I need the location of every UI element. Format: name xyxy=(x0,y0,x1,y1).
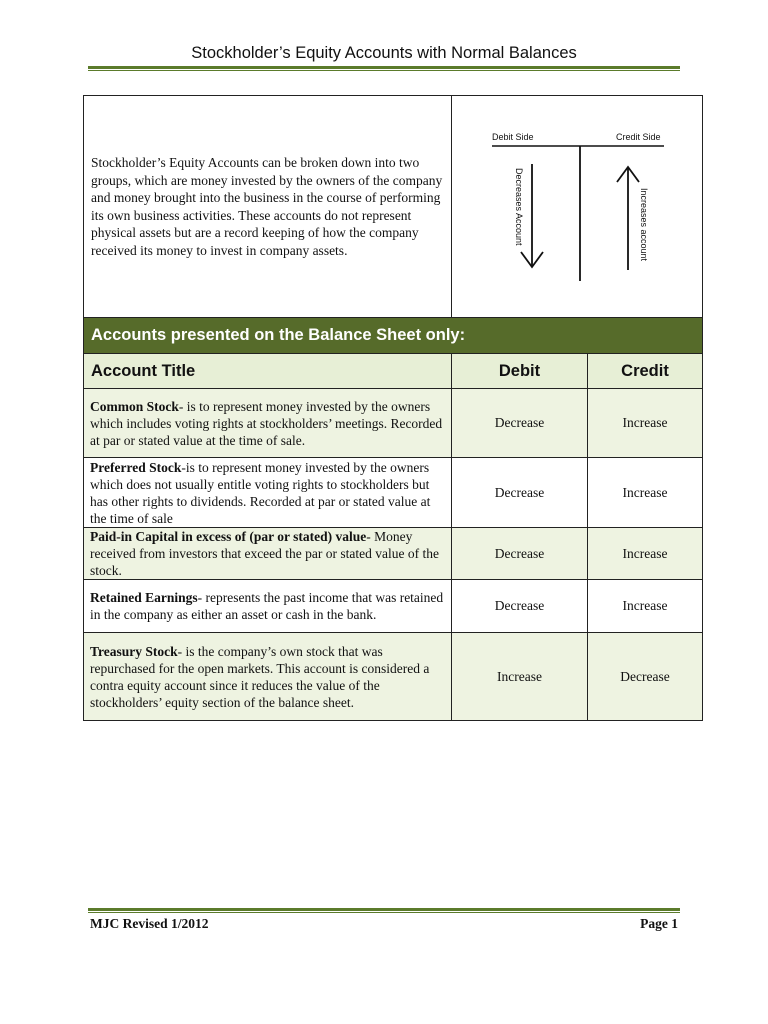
column-header-credit: Credit xyxy=(588,354,703,389)
debit-value: Decrease xyxy=(452,458,588,528)
column-header-account-title: Account Title xyxy=(84,354,452,389)
account-description xyxy=(84,389,452,458)
debit-side-label: Debit Side xyxy=(492,132,534,142)
account-detail: - Money received from investors that exceed the par or stated value of the stock. xyxy=(90,529,439,578)
increases-account-label: Increases account xyxy=(639,188,649,262)
footer-rule xyxy=(88,908,680,913)
account-description xyxy=(84,580,452,633)
debit-value: Decrease xyxy=(452,389,588,458)
credit-value: Decrease xyxy=(588,633,703,721)
credit-value: Increase xyxy=(588,389,703,458)
account-detail: - is to represent money invested by the owners which includes voting rights at stockholders’ meetings. Recorded at par or stated value at the time of sale. xyxy=(90,398,443,448)
column-header-debit: Debit xyxy=(452,354,588,389)
debit-value: Decrease xyxy=(452,580,588,633)
footer-page-number: Page 1 xyxy=(640,916,678,931)
intro-paragraph: Stockholder’s Equity Accounts can be broken down into two groups, which are money invested by the owners of the company and money brought into the business in the course of performing its own business activities. These accounts do not represent physical assets but are a record keeping of how the company received its money to invest in company assets. xyxy=(84,96,452,318)
debit-value: Increase xyxy=(452,633,588,721)
t-account-svg xyxy=(452,96,703,318)
account-name: Common Stock xyxy=(90,398,179,414)
account-name: Retained Earnings xyxy=(90,590,198,605)
account-description xyxy=(84,528,452,580)
account-description xyxy=(84,633,452,721)
decreases-account-label: Decreases Account xyxy=(514,168,524,246)
debit-value: Decrease xyxy=(452,528,588,580)
table-row xyxy=(84,389,703,458)
page-title: Stockholder’s Equity Accounts with Normal Balances xyxy=(191,44,577,62)
table-row xyxy=(84,633,703,721)
credit-value: Increase xyxy=(588,580,703,633)
table-row xyxy=(84,458,703,528)
account-name: Preferred Stock xyxy=(90,459,182,475)
account-detail: - is the company’s own stock that was repurchased for the open markets. This account is considered a contra equity account since it reduces the value of the stockholders’ equity section of the balance sheet. xyxy=(90,643,430,710)
account-detail: -is to represent money invested by the owners which does not usually entitle voting rights to stockholders but has other rights to dividends. Recorded at par or stated value at the time of sale xyxy=(90,459,431,526)
header-rule xyxy=(88,66,680,71)
table-row xyxy=(84,528,703,580)
credit-value: Increase xyxy=(588,458,703,528)
equity-accounts-table xyxy=(83,95,703,721)
footer-revision: MJC Revised 1/2012 xyxy=(90,916,209,931)
account-description xyxy=(84,458,452,528)
account-name: Treasury Stock xyxy=(90,643,178,659)
credit-value: Increase xyxy=(588,528,703,580)
table-row xyxy=(84,580,703,633)
t-account-diagram xyxy=(452,96,703,318)
credit-side-label: Credit Side xyxy=(616,132,661,142)
up-arrow-icon xyxy=(617,167,639,270)
section-header: Accounts presented on the Balance Sheet only: xyxy=(84,318,703,354)
account-detail: - represents the past income that was retained in the company as either an asset or cash in the bank. xyxy=(90,590,444,622)
account-name: Paid-in Capital in excess of (par or stated) value xyxy=(90,529,367,544)
